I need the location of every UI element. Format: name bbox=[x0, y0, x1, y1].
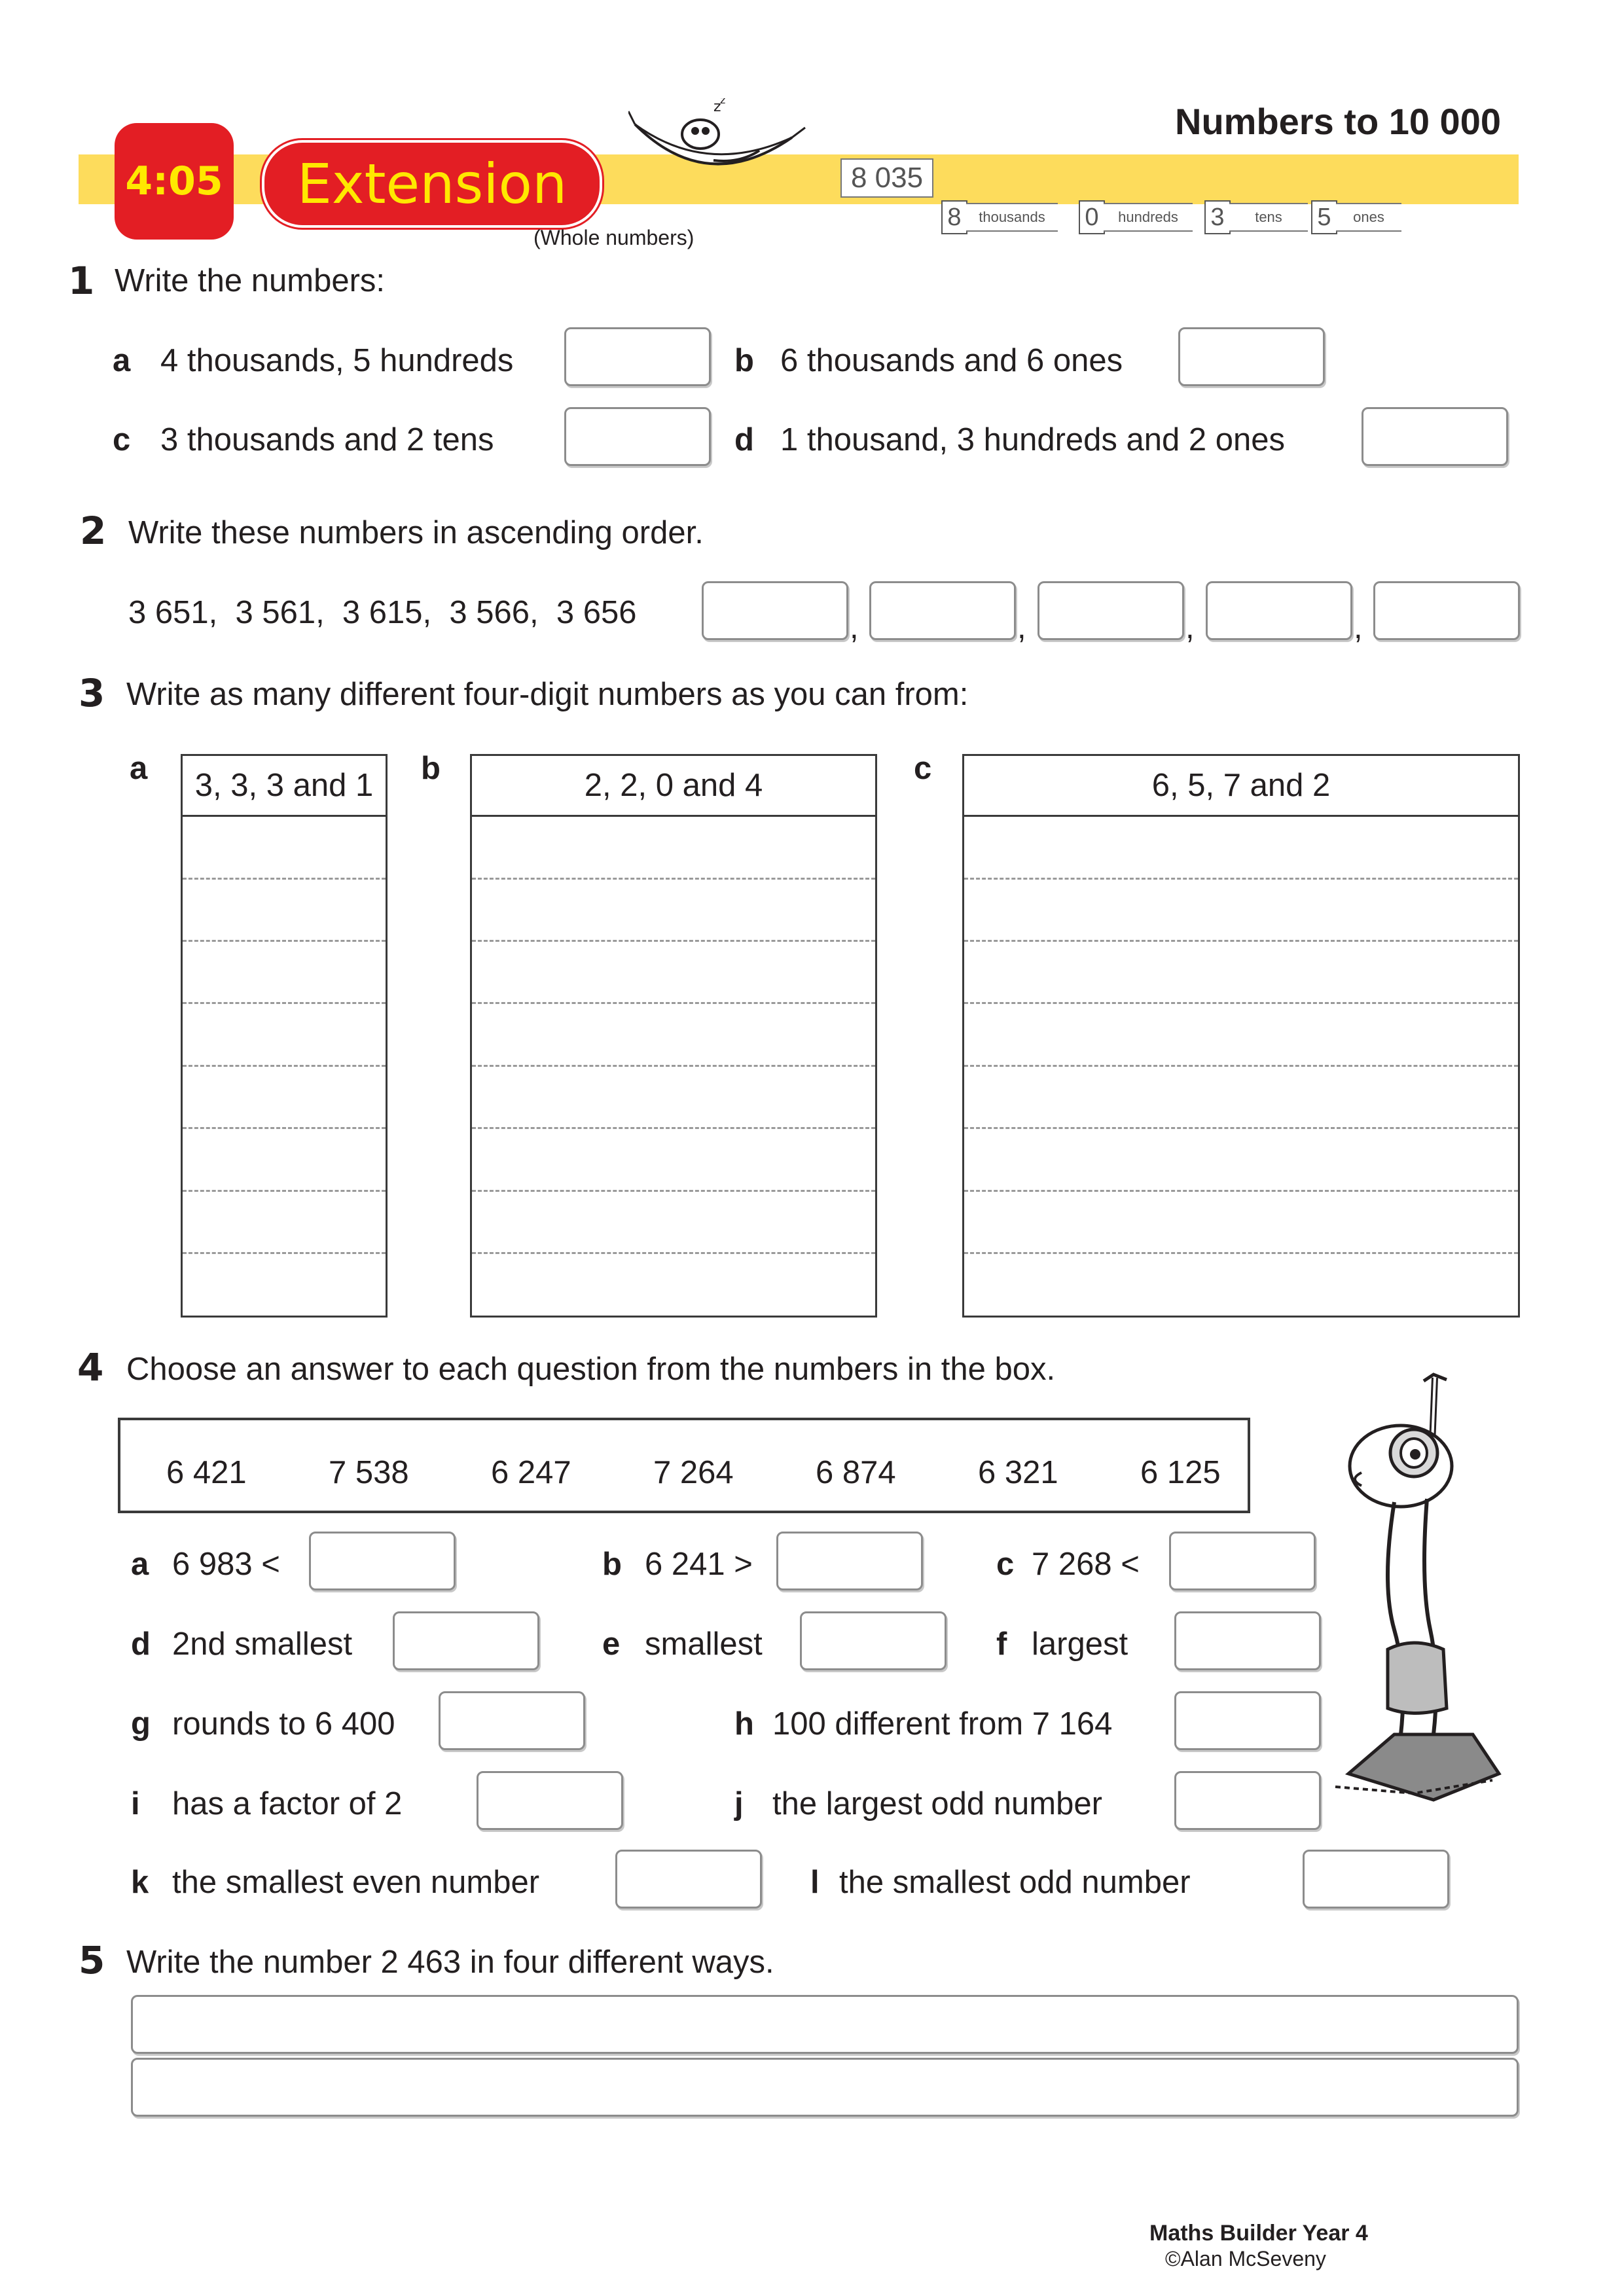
q3b-line[interactable] bbox=[472, 1127, 875, 1129]
q3b-line[interactable] bbox=[472, 1252, 875, 1254]
q4g-answer-box[interactable] bbox=[439, 1691, 585, 1750]
place-value-strip bbox=[941, 196, 1406, 242]
q1b-text: 6 thousands and 6 ones bbox=[780, 343, 1123, 378]
q2-comma-3: , bbox=[1185, 610, 1195, 645]
q3c-line[interactable] bbox=[964, 940, 1518, 942]
q1c-label: c bbox=[113, 422, 131, 457]
q4e-answer-box[interactable] bbox=[800, 1611, 947, 1670]
q1d-text: 1 thousand, 3 hundreds and 2 ones bbox=[780, 422, 1286, 457]
q3b-line[interactable] bbox=[472, 878, 875, 880]
q1b-answer-box[interactable] bbox=[1178, 327, 1325, 386]
q4b-answer-box[interactable] bbox=[776, 1532, 923, 1590]
q3b-digits: 2, 2, 0 and 4 bbox=[472, 756, 875, 817]
pv-digit-ones: 5 bbox=[1311, 200, 1337, 234]
subtitle: (Whole numbers) bbox=[533, 226, 695, 249]
level-badge bbox=[262, 140, 602, 228]
q3c-line[interactable] bbox=[964, 1127, 1518, 1129]
worm-in-hammock-illustration bbox=[628, 98, 812, 196]
q4a-answer-box[interactable] bbox=[309, 1532, 456, 1590]
q3c-column[interactable] bbox=[962, 754, 1520, 1318]
q3c-line[interactable] bbox=[964, 1002, 1518, 1004]
q3a-line[interactable] bbox=[183, 1252, 386, 1254]
q4j-text: the largest odd number bbox=[772, 1786, 1102, 1821]
q1b-label: b bbox=[734, 343, 754, 378]
question-4-number: 4 bbox=[77, 1345, 104, 1390]
q3b-column[interactable] bbox=[470, 754, 877, 1318]
q2-comma-2: , bbox=[1017, 610, 1026, 645]
q4h-text: 100 different from 7 164 bbox=[772, 1706, 1113, 1742]
q4c-text: 7 268 < bbox=[1032, 1547, 1140, 1582]
q4l-label: l bbox=[810, 1865, 820, 1900]
option-number: 6 247 bbox=[491, 1455, 571, 1490]
question-2-prompt: Write these numbers in ascending order. bbox=[128, 515, 704, 550]
q4i-text: has a factor of 2 bbox=[172, 1786, 403, 1821]
pv-digit-tens: 3 bbox=[1204, 200, 1231, 234]
q4d-text: 2nd smallest bbox=[172, 1626, 353, 1662]
worm-with-snorkel-illustration bbox=[1322, 1368, 1506, 1839]
q3a-line[interactable] bbox=[183, 878, 386, 880]
q1c-answer-box[interactable] bbox=[564, 407, 711, 466]
q4j-label: j bbox=[734, 1786, 744, 1821]
topic-title: Numbers to 10 000 bbox=[1175, 101, 1501, 142]
svg-text:z: z bbox=[720, 98, 726, 106]
q3a-line[interactable] bbox=[183, 1127, 386, 1129]
q4i-answer-box[interactable] bbox=[477, 1771, 623, 1830]
option-number: 7 538 bbox=[329, 1455, 409, 1490]
q3a-digits: 3, 3, 3 and 1 bbox=[183, 756, 386, 817]
q3c-line[interactable] bbox=[964, 878, 1518, 880]
question-5-prompt: Write the number 2 463 in four different ways. bbox=[126, 1945, 774, 1980]
q4a-label: a bbox=[131, 1547, 149, 1582]
number-options-box bbox=[118, 1418, 1250, 1513]
q3a-line[interactable] bbox=[183, 1002, 386, 1004]
q3b-label: b bbox=[421, 751, 441, 786]
q1d-label: d bbox=[734, 422, 754, 457]
code-badge bbox=[115, 123, 234, 240]
option-number: 6 125 bbox=[1140, 1455, 1221, 1490]
q4c-answer-box[interactable] bbox=[1169, 1532, 1316, 1590]
q2-numbers: 3 651, 3 561, 3 615, 3 566, 3 656 bbox=[128, 595, 637, 630]
q4b-label: b bbox=[602, 1547, 622, 1582]
q3b-line[interactable] bbox=[472, 1002, 875, 1004]
q4h-answer-box[interactable] bbox=[1174, 1691, 1321, 1750]
q4f-answer-box[interactable] bbox=[1174, 1611, 1321, 1670]
pv-word-thousands: thousands bbox=[966, 203, 1058, 232]
q3c-digits: 6, 5, 7 and 2 bbox=[964, 756, 1518, 817]
q1a-text: 4 thousands, 5 hundreds bbox=[160, 343, 514, 378]
q3b-line[interactable] bbox=[472, 940, 875, 942]
q2-answer-box-4[interactable] bbox=[1206, 581, 1352, 640]
pv-digit-thousands: 8 bbox=[941, 200, 967, 234]
q4f-label: f bbox=[996, 1626, 1007, 1662]
option-number: 6 421 bbox=[166, 1455, 247, 1490]
pv-word-tens: tens bbox=[1229, 203, 1308, 232]
q3a-line[interactable] bbox=[183, 1190, 386, 1192]
q4k-answer-box[interactable] bbox=[615, 1850, 762, 1909]
q1a-label: a bbox=[113, 343, 131, 378]
q2-comma-1: , bbox=[850, 610, 859, 645]
q3a-line[interactable] bbox=[183, 940, 386, 942]
question-3-number: 3 bbox=[79, 671, 105, 715]
q4g-label: g bbox=[131, 1706, 151, 1742]
pv-word-ones: ones bbox=[1336, 203, 1401, 232]
q4a-text: 6 983 < bbox=[172, 1547, 280, 1582]
q5-answer-box-1[interactable] bbox=[131, 1995, 1519, 2054]
q4h-label: h bbox=[734, 1706, 754, 1742]
q2-answer-box-1[interactable] bbox=[702, 581, 848, 640]
q2-answer-box-5[interactable] bbox=[1373, 581, 1520, 640]
code-label: 4:05 bbox=[125, 158, 223, 204]
q3a-label: a bbox=[130, 751, 148, 786]
footer-copyright: ©Alan McSeveny bbox=[1165, 2247, 1326, 2270]
q1a-answer-box[interactable] bbox=[564, 327, 711, 386]
question-2-number: 2 bbox=[80, 509, 107, 553]
svg-text:z: z bbox=[713, 99, 721, 115]
q4j-answer-box[interactable] bbox=[1174, 1771, 1321, 1830]
q2-answer-box-2[interactable] bbox=[869, 581, 1016, 640]
q3c-line[interactable] bbox=[964, 1252, 1518, 1254]
q1d-answer-box[interactable] bbox=[1362, 407, 1508, 466]
question-1-prompt: Write the numbers: bbox=[115, 263, 386, 298]
q3a-column[interactable] bbox=[181, 754, 388, 1318]
pv-word-hundreds: hundreds bbox=[1104, 203, 1193, 232]
q2-comma-4: , bbox=[1354, 610, 1363, 645]
q3b-line[interactable] bbox=[472, 1065, 875, 1067]
q3c-label: c bbox=[914, 751, 932, 786]
q2-answer-box-3[interactable] bbox=[1038, 581, 1184, 640]
question-5-number: 5 bbox=[79, 1938, 105, 1982]
q4l-answer-box[interactable] bbox=[1303, 1850, 1449, 1909]
q4e-text: smallest bbox=[645, 1626, 763, 1662]
q4k-text: the smallest even number bbox=[172, 1865, 540, 1900]
option-number: 7 264 bbox=[653, 1455, 734, 1490]
q1c-text: 3 thousands and 2 tens bbox=[160, 422, 494, 457]
q4f-text: largest bbox=[1032, 1626, 1128, 1662]
question-1-number: 1 bbox=[68, 259, 95, 303]
q3c-line[interactable] bbox=[964, 1065, 1518, 1067]
q4g-text: rounds to 6 400 bbox=[172, 1706, 395, 1742]
q5-answer-box-2[interactable] bbox=[131, 2058, 1519, 2117]
q4d-label: d bbox=[131, 1626, 151, 1662]
question-4-prompt: Choose an answer to each question from the numbers in the box. bbox=[126, 1352, 1056, 1387]
q4d-answer-box[interactable] bbox=[393, 1611, 539, 1670]
pv-digit-hundreds: 0 bbox=[1079, 200, 1105, 234]
question-3-prompt: Write as many different four-digit numbers as you can from: bbox=[126, 677, 969, 712]
option-number: 6 874 bbox=[816, 1455, 896, 1490]
q4c-label: c bbox=[996, 1547, 1015, 1582]
option-number: 6 321 bbox=[978, 1455, 1058, 1490]
q4k-label: k bbox=[131, 1865, 149, 1900]
q4e-label: e bbox=[602, 1626, 621, 1662]
q4l-text: the smallest odd number bbox=[839, 1865, 1191, 1900]
q3b-line[interactable] bbox=[472, 1190, 875, 1192]
example-number: 8 035 bbox=[840, 158, 933, 198]
q4i-label: i bbox=[131, 1786, 140, 1821]
footer-book-title: Maths Builder Year 4 bbox=[1149, 2221, 1368, 2246]
q4b-text: 6 241 > bbox=[645, 1547, 753, 1582]
level-label: Extension bbox=[297, 152, 568, 216]
q3a-line[interactable] bbox=[183, 1065, 386, 1067]
q3c-line[interactable] bbox=[964, 1190, 1518, 1192]
